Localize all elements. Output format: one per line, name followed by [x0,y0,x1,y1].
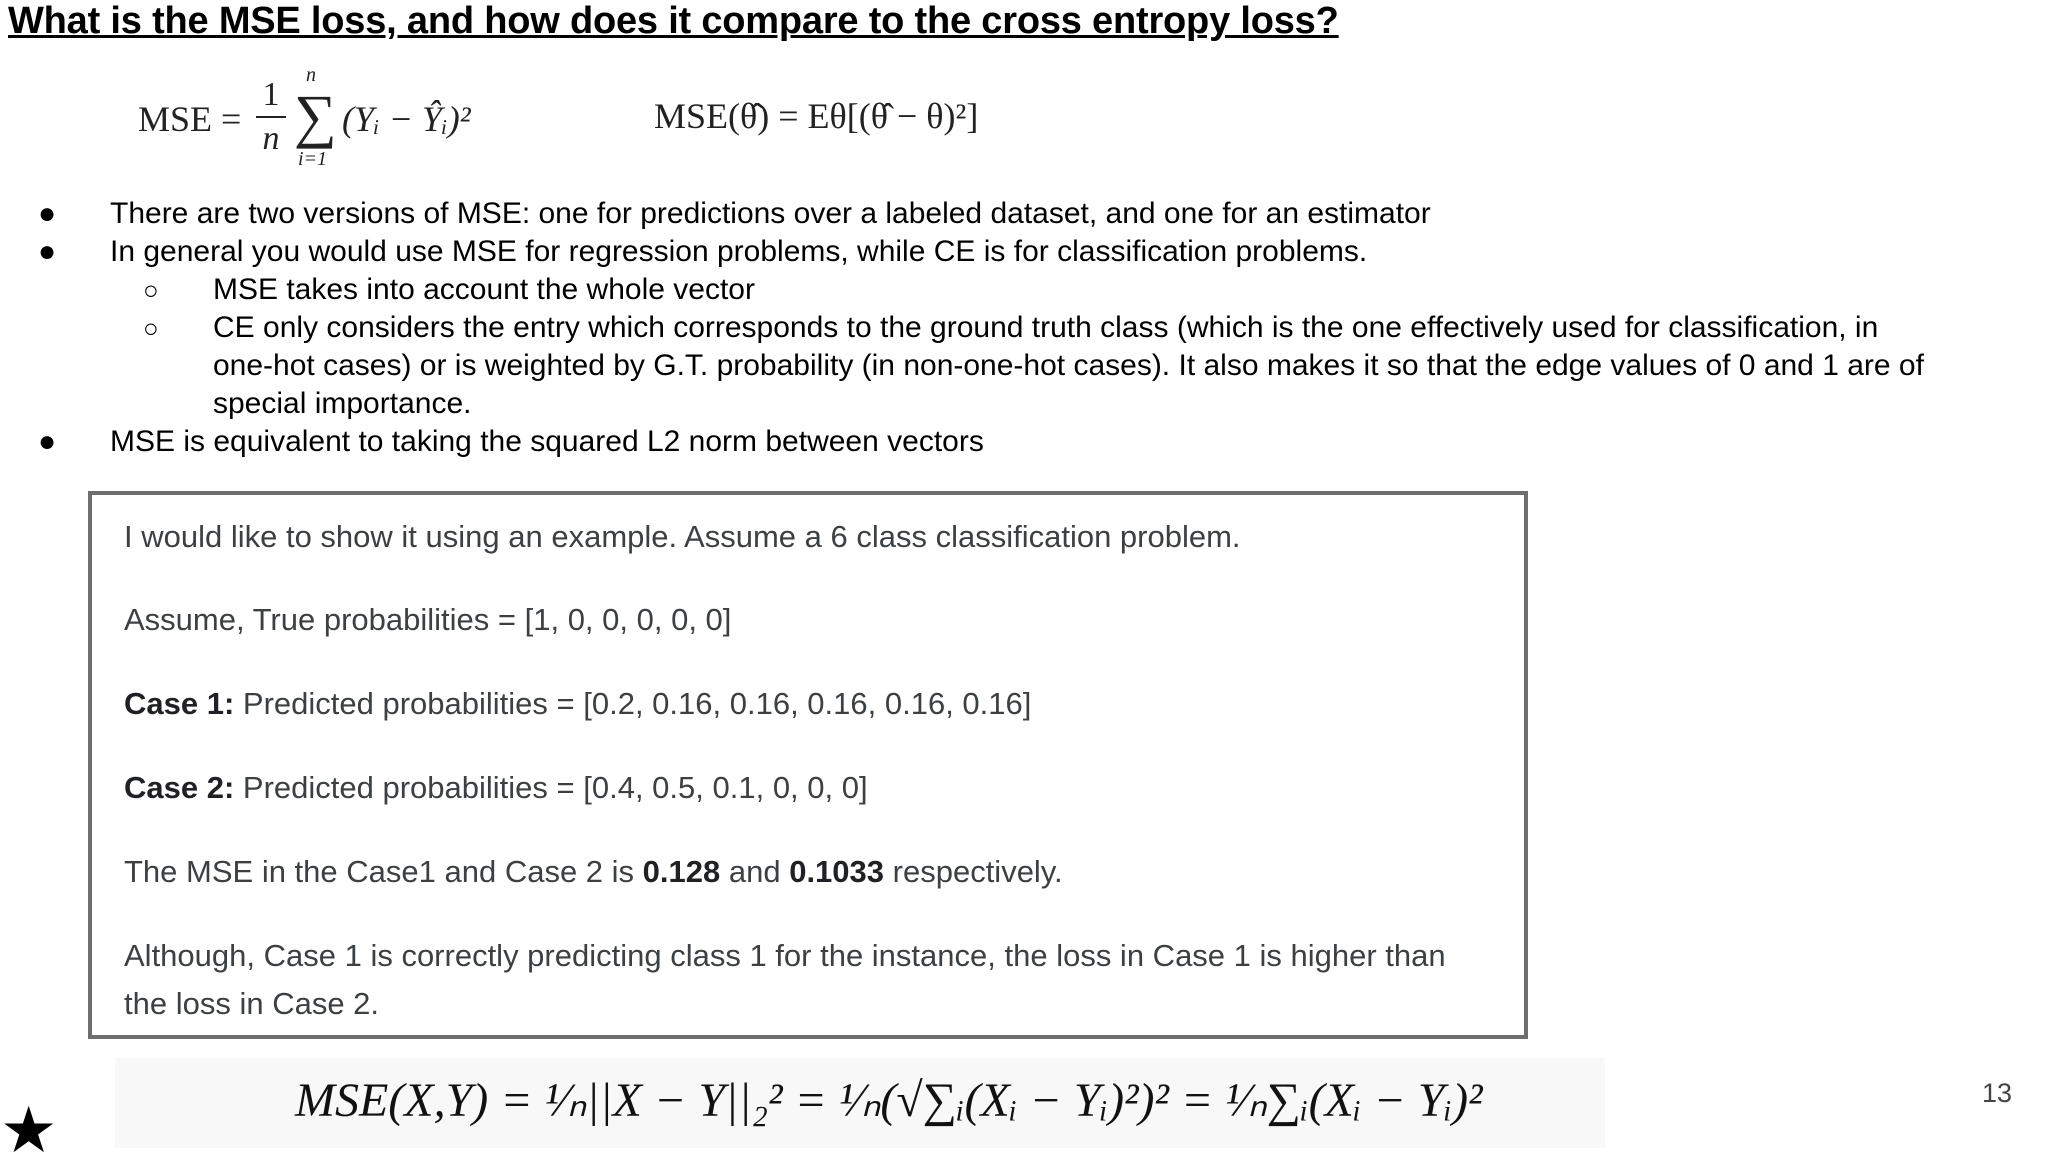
example-mse-values [124,848,1063,896]
example-conclusion-1: Although, Case 1 is correctly predicting class 1 for the instance, the loss in Case 1 is higher than [124,938,1446,973]
bullet-text: MSE is equivalent to taking the squared L2 norm between vectors [110,425,984,458]
sum-lower: i=1 [298,148,328,170]
case2-text: Predicted probabilities = [0.4, 0.5, 0.1, 0, 0, 0] [234,770,868,805]
sum-upper: n [306,64,316,86]
mse-estimator-formula [654,95,1034,165]
sum-icon: ∑ [294,83,337,149]
case2-label: Case 2: [124,770,235,805]
bullet-dot-icon: ● [38,425,57,458]
estimator-text: MSE(θ̂) = Eθ[(θ̂ − θ)²] [654,96,979,136]
mse-fraction [256,76,286,158]
example-true-probs: Assume, True probabilities = [1, 0, 0, 0, 0, 0] [124,602,732,637]
frac-numerator: 1 [262,76,280,113]
l2-equation-strip [115,1058,1605,1148]
mse-term: (Yᵢ − Ŷᵢ)² [342,99,471,139]
slide-title: What is the MSE loss, and how does it compare to the cross entropy loss? [8,0,1339,42]
example-case1 [124,680,1031,728]
bullet-dot-icon: ● [38,235,57,268]
l2-equation: MSE(X,Y) = ¹⁄ₙ||X − Y||₂² = ¹⁄ₙ(√∑ᵢ(Xᵢ − Yᵢ)²)² = ¹⁄ₙ∑ᵢ(Xᵢ − Yᵢ)² [295,1074,1483,1127]
case1-label: Case 1: [124,686,235,721]
mse-value-2: 0.1033 [789,854,885,889]
mse-dataset-formula [138,64,518,178]
bullet-text: There are two versions of MSE: one for predictions over a labeled dataset, and one for an estimator [110,197,1431,230]
mse-pre: The MSE in the Case1 and Case 2 is [124,854,643,889]
example-intro: I would like to show it using an example. Assume a 6 class classification problem. [124,519,1241,554]
page-number: 13 [1982,1078,2013,1108]
mse-lhs: MSE = [138,99,242,139]
case1-text: Predicted probabilities = [0.2, 0.16, 0.16, 0.16, 0.16, 0.16] [234,686,1032,721]
mse-mid: and [720,854,790,889]
bullet-text: In general you would use MSE for regression problems, while CE is for classification problems. [110,235,1368,268]
frac-denominator: n [262,120,280,157]
mse-post: respectively. [884,854,1063,889]
sub-bullet-text: MSE takes into account the whole vector [213,273,755,306]
frac-bar [256,116,286,118]
example-case2 [124,764,868,812]
mse-value-1: 0.128 [642,854,721,889]
bullet-dot-icon: ● [38,197,57,230]
example-conclusion-2: the loss in Case 2. [124,986,380,1021]
sub-bullet-circle-icon: ○ [143,275,159,305]
example-box [88,491,1528,1039]
sub-bullet-circle-icon: ○ [143,313,159,343]
sub-bullet-text: CE only considers the entry which corresponds to the ground truth class (which is the one effectively used for classification, in one-hot cases) or is weighted by G.T. probability (in non-one-hot cases). It also makes it so that the edge values of 0 and 1 are of special importance. [213,311,1924,420]
star-icon: ★ [0,1094,58,1166]
